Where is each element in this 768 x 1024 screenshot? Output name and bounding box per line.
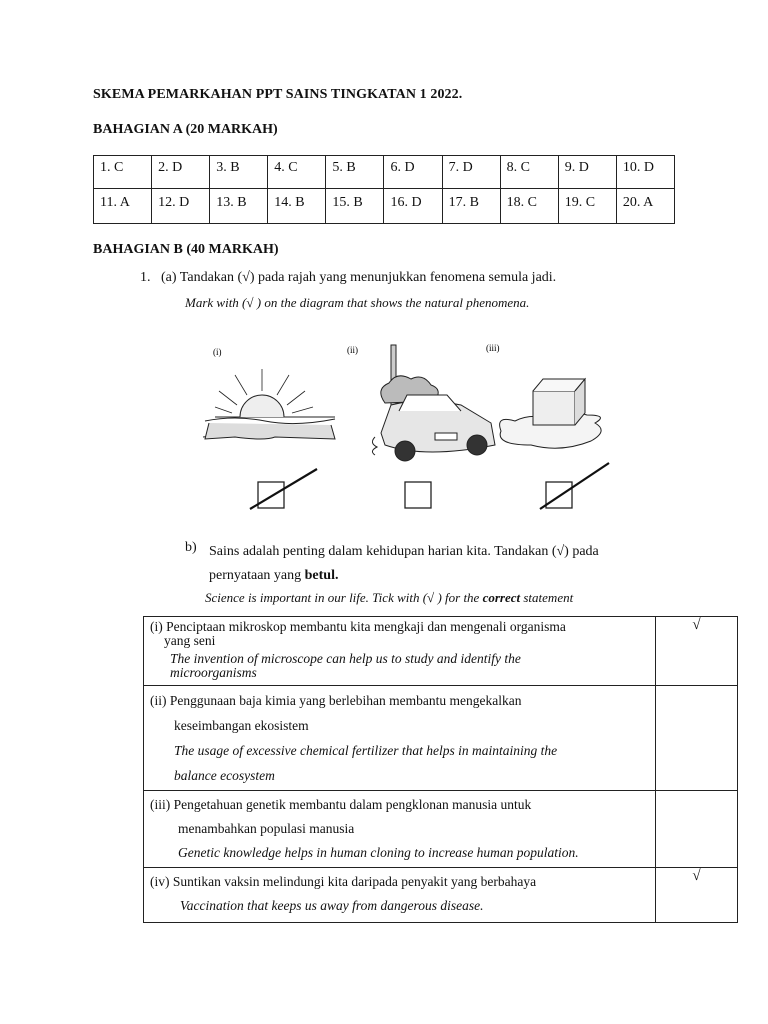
statement-row — [144, 686, 738, 791]
question-1b-en-part-3: statement — [520, 590, 574, 605]
answer-cell: 5. B — [326, 156, 384, 189]
answer-cell: 18. C — [500, 189, 558, 224]
statement-ms: (ii) Penggunaan baja kimia yang berlebihan membantu mengekalkan — [150, 693, 522, 708]
figure-label-iii: (iii) — [486, 343, 500, 353]
question-1b-en-part-1: Science is important in our life. Tick with (√ ) for the — [205, 590, 483, 605]
tick-cell: √ — [656, 617, 738, 686]
figure-label-ii: (ii) — [347, 345, 358, 355]
tick-cell — [656, 791, 738, 868]
answer-cell: 2. D — [152, 156, 210, 189]
statement-en: Vaccination that keeps us away from dangerous disease. — [180, 898, 484, 913]
question-1b-text — [209, 540, 669, 588]
answer-cell: 15. B — [326, 189, 384, 224]
answer-cell: 13. B — [210, 189, 268, 224]
statement-ms: (iv) Suntikan vaksin melindungi kita daripada penyakit yang berbahaya — [150, 874, 537, 889]
answer-cell: 7. D — [442, 156, 500, 189]
section-a-heading: BAHAGIAN A (20 MARKAH) — [93, 122, 278, 137]
statement-en-2: microorganisms — [170, 665, 257, 680]
answer-cell: 11. A — [94, 189, 152, 224]
tick-cell — [656, 686, 738, 791]
answer-cell: 14. B — [268, 189, 326, 224]
question-1b-line-1: Sains adalah penting dalam kehidupan harian kita. Tandakan (√) pada — [209, 544, 599, 559]
phenomena-diagram — [185, 333, 615, 513]
statement-ms: (i) Penciptaan mikroskop membantu kita mengkaji dan mengenali organisma — [150, 619, 566, 634]
answer-row-1 — [94, 156, 675, 189]
answer-cell: 16. D — [384, 189, 442, 224]
statement-en-2: balance ecosystem — [174, 768, 275, 783]
question-1a-text: (a) Tandakan (√) pada rajah yang menunjukkan fenomena semula jadi. — [161, 270, 557, 285]
question-1b-en-emphasis: correct — [482, 590, 521, 605]
question-number: 1. — [140, 270, 151, 285]
statement-ms-2: menambahkan populasi manusia — [178, 821, 355, 836]
answer-cell: 9. D — [558, 156, 616, 189]
answer-cell: 19. C — [558, 189, 616, 224]
statement-text — [144, 617, 656, 686]
statement-en: The usage of excessive chemical fertilizer that helps in maintaining the — [174, 743, 558, 758]
answer-cell: 10. D — [616, 156, 674, 189]
answer-cell: 3. B — [210, 156, 268, 189]
answer-cell: 17. B — [442, 189, 500, 224]
statement-ms-2: yang seni — [164, 633, 216, 648]
answer-cell: 12. D — [152, 189, 210, 224]
section-b-heading: BAHAGIAN B (40 MARKAH) — [93, 242, 279, 257]
statement-row — [144, 868, 738, 923]
answer-cell: 1. C — [94, 156, 152, 189]
statements-table — [143, 616, 738, 923]
statement-ms: (iii) Pengetahuan genetik membantu dalam pengklonan manusia untuk — [150, 797, 532, 812]
statement-row — [144, 617, 738, 686]
question-1b-translation — [205, 590, 573, 606]
statement-ms-2: keseimbangan ekosistem — [174, 718, 309, 733]
statement-text — [144, 868, 656, 923]
statement-en: Genetic knowledge helps in human cloning to increase human population. — [178, 845, 579, 860]
answer-key-table — [93, 155, 675, 224]
tick-cell: √ — [656, 868, 738, 923]
question-1b-line-2a: pernyataan yang — [209, 568, 305, 583]
statement-en: The invention of microscope can help us to study and identify the — [170, 651, 521, 666]
answer-cell: 20. A — [616, 189, 674, 224]
statement-text — [144, 686, 656, 791]
question-1a-translation: Mark with (√ ) on the diagram that shows the natural phenomena. — [185, 295, 530, 310]
answer-cell: 4. C — [268, 156, 326, 189]
statement-text — [144, 791, 656, 868]
statement-row — [144, 791, 738, 868]
answer-cell: 8. C — [500, 156, 558, 189]
question-1b-label: b) — [185, 540, 197, 555]
figure-label-i: (i) — [213, 347, 222, 357]
answer-cell: 6. D — [384, 156, 442, 189]
document-title: SKEMA PEMARKAHAN PPT SAINS TINGKATAN 1 2022. — [93, 87, 463, 102]
phenomena-figure — [185, 333, 615, 513]
answer-row-2 — [94, 189, 675, 224]
question-1b-line-2 — [209, 564, 669, 588]
question-1b-emphasis: betul. — [304, 568, 339, 583]
